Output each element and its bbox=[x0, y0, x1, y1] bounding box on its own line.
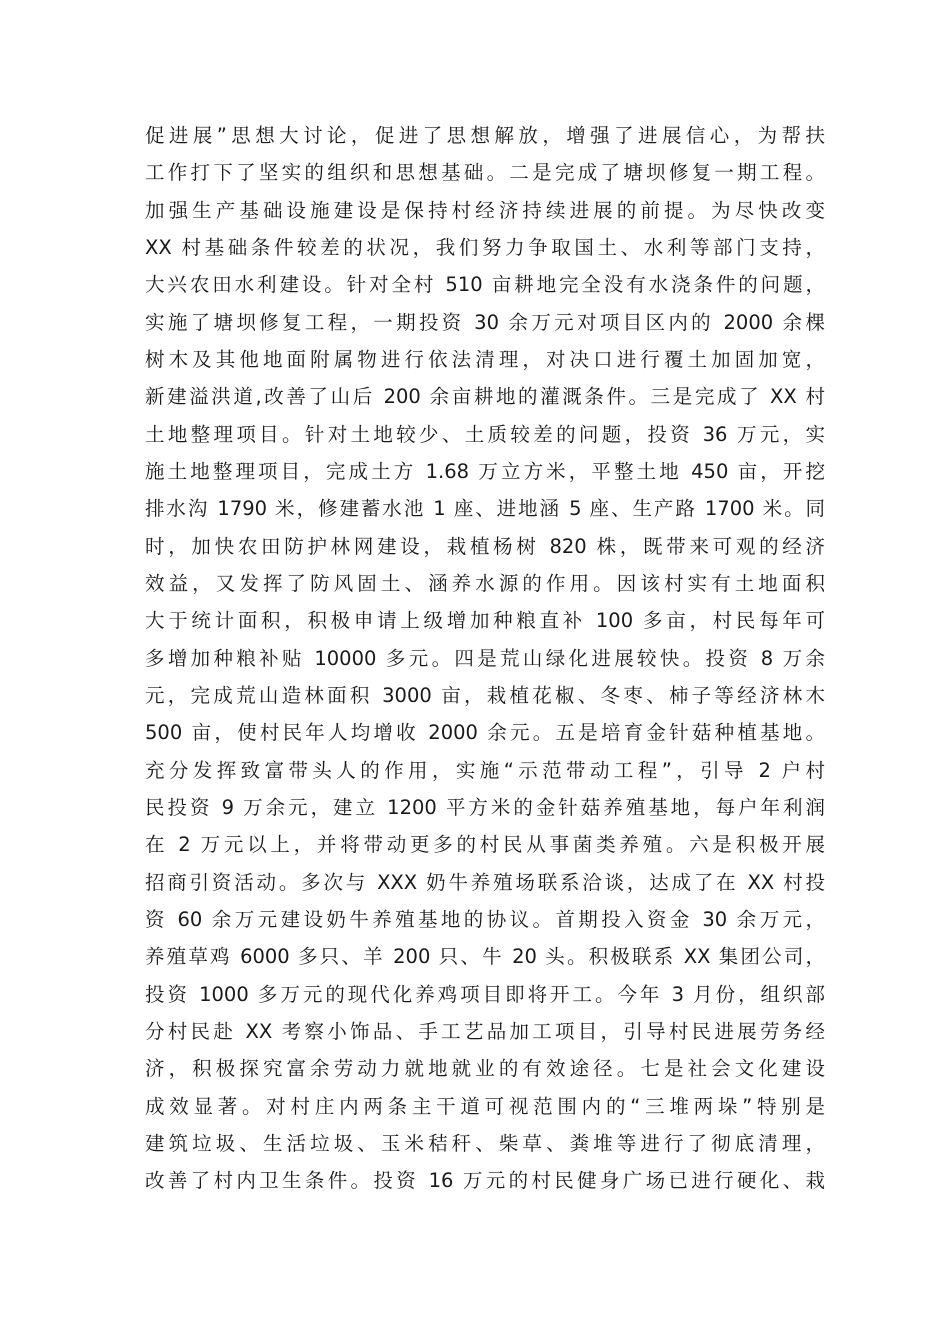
text-line: 实施了塘坝修复工程，一期投资 30 余万元对项目区内的 2000 余棵 bbox=[145, 310, 825, 334]
text-line: 成效显著。对村庄内两条主干道可视范围内的“三堆两垛”特别是 bbox=[145, 1094, 825, 1118]
text-line: 工作打下了坚实的组织和思想基础。二是完成了塘坝修复一期工程。 bbox=[145, 161, 825, 185]
text-line: 分村民赴 XX 考察小饰品、手工艺品加工项目，引导村民进展劳务经 bbox=[145, 1019, 825, 1043]
text-line: 效益，又发挥了防风固土、涵养水源的作用。因该村实有土地面积 bbox=[145, 571, 825, 595]
text-line: 在 2 万元以上，并将带动更多的村民从事菌类养殖。六是积极开展 bbox=[145, 833, 825, 857]
text-line: 招商引资活动。多次与 XXX 奶牛养殖场联系洽谈，达成了在 XX 村投 bbox=[145, 870, 825, 894]
text-line: 土地整理项目。针对土地较少、土质较差的问题，投资 36 万元，实 bbox=[145, 422, 825, 446]
text-line: 元，完成荒山造林面积 3000 亩，栽植花椒、冬枣、柿子等经济林木 bbox=[145, 683, 825, 707]
body-paragraph bbox=[145, 117, 825, 1200]
text-line: 资 60 余万元建设奶牛养殖基地的协议。首期投入资金 30 余万元， bbox=[145, 907, 825, 931]
text-line: 树木及其他地面附属物进行依法清理，对决口进行覆土加固加宽， bbox=[145, 347, 825, 371]
text-line: 投资 1000 多万元的现代化养鸡项目即将开工。今年 3 月份，组织部 bbox=[145, 982, 825, 1006]
text-line: 充分发挥致富带头人的作用，实施“示范带动工程”，引导 2 户村 bbox=[145, 758, 825, 782]
text-line: 新建溢洪道,改善了山后 200 余亩耕地的灌溉条件。三是完成了 XX 村 bbox=[145, 385, 825, 409]
text-line: 养殖草鸡 6000 多只、羊 200 只、牛 20 头。积极联系 XX 集团公司， bbox=[145, 945, 825, 969]
text-line: 大兴农田水利建设。针对全村 510 亩耕地完全没有水浇条件的问题， bbox=[145, 273, 825, 297]
text-line: 施土地整理项目，完成土方 1.68 万立方米，平整土地 450 亩，开挖 bbox=[145, 459, 825, 483]
text-line: 多增加种粮补贴 10000 多元。四是荒山绿化进展较快。投资 8 万余 bbox=[145, 646, 825, 670]
text-line: XX 村基础条件较差的状况，我们努力争取国土、水利等部门支持， bbox=[145, 235, 825, 259]
text-line: 时，加快农田防护林网建设，栽植杨树 820 株，既带来可观的经济 bbox=[145, 534, 825, 558]
text-line: 500 亩，使村民年人均增收 2000 余元。五是培育金针菇种植基地。 bbox=[145, 721, 825, 745]
text-line: 排水沟 1790 米，修建蓄水池 1 座、进地涵 5 座、生产路 1700 米。同 bbox=[145, 497, 825, 521]
text-line: 促进展”思想大讨论，促进了思想解放，增强了进展信心，为帮扶 bbox=[145, 124, 825, 147]
text-line: 加强生产基础设施建设是保持村经济持续进展的前提。为尽快改变 bbox=[145, 198, 825, 222]
text-line: 改善了村内卫生条件。投资 16 万元的村民健身广场已进行硬化、栽 bbox=[145, 1169, 825, 1193]
text-line: 济，积极探究富余劳动力就地就业的有效途径。七是社会文化建设 bbox=[145, 1057, 825, 1081]
text-line: 大于统计面积，积极申请上级增加种粮直补 100 多亩，村民每年可 bbox=[145, 609, 825, 633]
text-line: 民投资 9 万余元，建立 1200 平方米的金针菇养殖基地，每户年利润 bbox=[145, 795, 825, 819]
text-line: 建筑垃圾、生活垃圾、玉米秸秆、柴草、粪堆等进行了彻底清理， bbox=[145, 1131, 825, 1155]
